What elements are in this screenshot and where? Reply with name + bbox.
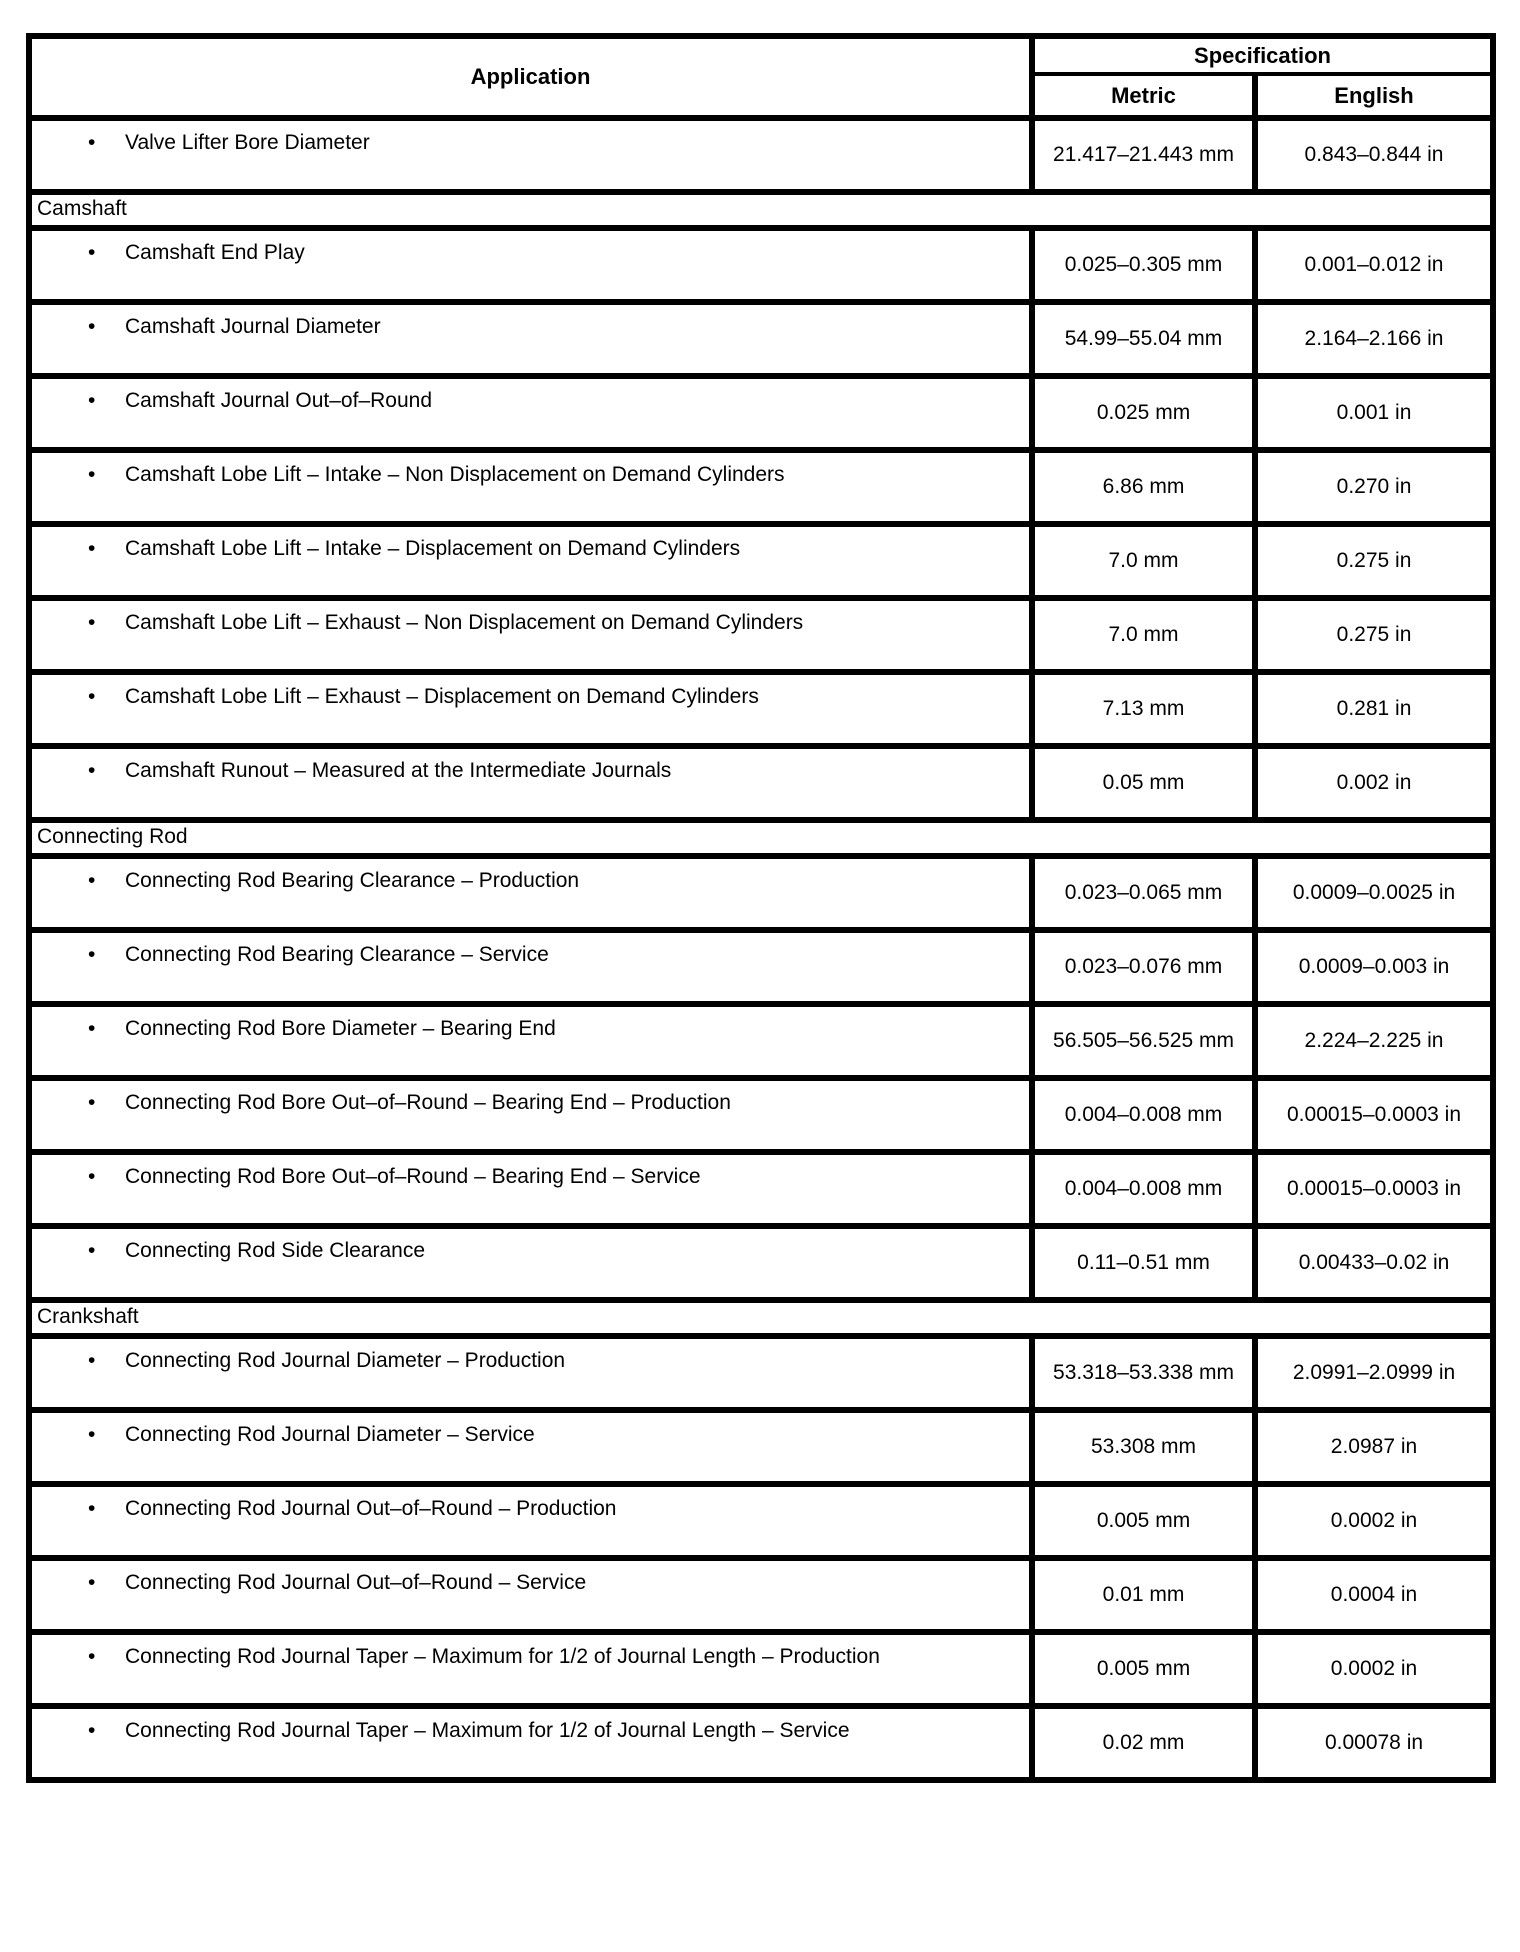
application-cell	[29, 524, 1032, 598]
section-label: Connecting Rod	[29, 820, 1493, 856]
application-cell	[29, 930, 1032, 1004]
table-row	[29, 1410, 1493, 1484]
application-label: Camshaft Lobe Lift – Intake – Displacement on Demand Cylinders	[125, 537, 741, 560]
english-value-cell: 0.270 in	[1255, 450, 1493, 524]
english-value-cell: 0.0009–0.0025 in	[1255, 856, 1493, 930]
metric-value-cell: 0.025 mm	[1032, 376, 1255, 450]
metric-value-cell: 53.308 mm	[1032, 1410, 1255, 1484]
bullet-icon: •	[88, 759, 96, 782]
table-row	[29, 1558, 1493, 1632]
bullet-icon: •	[88, 1017, 96, 1040]
application-cell	[29, 672, 1032, 746]
application-cell	[29, 228, 1032, 302]
application-label: Connecting Rod Journal Diameter – Production	[125, 1349, 566, 1372]
metric-value-cell: 0.005 mm	[1032, 1632, 1255, 1706]
application-label: Connecting Rod Journal Taper – Maximum for 1/2 of Journal Length – Service	[125, 1719, 850, 1742]
table-row	[29, 598, 1493, 672]
application-label: Connecting Rod Bore Diameter – Bearing End	[125, 1017, 556, 1040]
table-row	[29, 118, 1493, 192]
bullet-icon: •	[88, 869, 96, 892]
metric-value-cell: 7.0 mm	[1032, 598, 1255, 672]
section-row	[29, 192, 1493, 228]
bullet-icon: •	[88, 1719, 96, 1742]
section-row	[29, 820, 1493, 856]
metric-value-cell: 54.99–55.04 mm	[1032, 302, 1255, 376]
application-label: Camshaft Lobe Lift – Intake – Non Displacement on Demand Cylinders	[125, 463, 785, 486]
application-cell	[29, 1336, 1032, 1410]
table-row	[29, 1336, 1493, 1410]
bullet-icon: •	[88, 943, 96, 966]
table-row	[29, 376, 1493, 450]
application-label: Camshaft Journal Out–of–Round	[125, 389, 433, 412]
bullet-icon: •	[88, 463, 96, 486]
bullet-icon: •	[88, 1165, 96, 1188]
metric-value-cell: 0.023–0.076 mm	[1032, 930, 1255, 1004]
application-label: Camshaft Runout – Measured at the Intermediate Journals	[125, 759, 672, 782]
application-label: Connecting Rod Bore Out–of–Round – Bearing End – Service	[125, 1165, 701, 1188]
section-label: Camshaft	[29, 192, 1493, 228]
application-label: Connecting Rod Bearing Clearance – Production	[125, 869, 580, 892]
application-cell	[29, 1706, 1032, 1780]
table-row	[29, 1004, 1493, 1078]
english-value-cell: 2.0991–2.0999 in	[1255, 1336, 1493, 1410]
application-cell	[29, 376, 1032, 450]
application-cell	[29, 1152, 1032, 1226]
english-value-cell: 0.843–0.844 in	[1255, 118, 1493, 192]
application-column-header: Application	[29, 36, 1032, 118]
bullet-icon: •	[88, 1645, 96, 1668]
specification-table	[26, 33, 1496, 1783]
table-row	[29, 746, 1493, 820]
metric-value-cell: 0.004–0.008 mm	[1032, 1078, 1255, 1152]
english-value-cell: 0.00015–0.0003 in	[1255, 1152, 1493, 1226]
english-value-cell: 2.0987 in	[1255, 1410, 1493, 1484]
english-value-cell: 0.002 in	[1255, 746, 1493, 820]
application-label: Connecting Rod Bearing Clearance – Service	[125, 943, 549, 966]
metric-value-cell: 53.318–53.338 mm	[1032, 1336, 1255, 1410]
application-label: Connecting Rod Bore Out–of–Round – Bearing End – Production	[125, 1091, 731, 1114]
metric-value-cell: 21.417–21.443 mm	[1032, 118, 1255, 192]
metric-value-cell: 0.05 mm	[1032, 746, 1255, 820]
bullet-icon: •	[88, 131, 96, 154]
application-label: Connecting Rod Side Clearance	[125, 1239, 426, 1262]
bullet-icon: •	[88, 315, 96, 338]
metric-value-cell: 7.0 mm	[1032, 524, 1255, 598]
table-row	[29, 672, 1493, 746]
application-cell	[29, 1410, 1032, 1484]
metric-value-cell: 0.11–0.51 mm	[1032, 1226, 1255, 1300]
english-value-cell: 0.0002 in	[1255, 1632, 1493, 1706]
table-row	[29, 1152, 1493, 1226]
metric-value-cell: 6.86 mm	[1032, 450, 1255, 524]
header-row	[29, 36, 1493, 74]
application-cell	[29, 118, 1032, 192]
application-label: Connecting Rod Journal Taper – Maximum for 1/2 of Journal Length – Production	[125, 1645, 880, 1668]
english-value-cell: 0.001 in	[1255, 376, 1493, 450]
table-row	[29, 1226, 1493, 1300]
table-row	[29, 228, 1493, 302]
english-value-cell: 0.00433–0.02 in	[1255, 1226, 1493, 1300]
english-value-cell: 2.164–2.166 in	[1255, 302, 1493, 376]
english-value-cell: 0.0002 in	[1255, 1484, 1493, 1558]
table-row	[29, 1484, 1493, 1558]
bullet-icon: •	[88, 537, 96, 560]
bullet-icon: •	[88, 1497, 96, 1520]
application-cell	[29, 1484, 1032, 1558]
application-cell	[29, 1226, 1032, 1300]
english-value-cell: 2.224–2.225 in	[1255, 1004, 1493, 1078]
bullet-icon: •	[88, 1349, 96, 1372]
english-value-cell: 0.00015–0.0003 in	[1255, 1078, 1493, 1152]
english-value-cell: 0.001–0.012 in	[1255, 228, 1493, 302]
application-cell	[29, 1078, 1032, 1152]
metric-column-header: Metric	[1032, 74, 1255, 118]
metric-value-cell: 56.505–56.525 mm	[1032, 1004, 1255, 1078]
bullet-icon: •	[88, 389, 96, 412]
metric-value-cell: 0.023–0.065 mm	[1032, 856, 1255, 930]
table-row	[29, 930, 1493, 1004]
table-row	[29, 302, 1493, 376]
metric-value-cell: 0.01 mm	[1032, 1558, 1255, 1632]
application-cell	[29, 1632, 1032, 1706]
application-label: Valve Lifter Bore Diameter	[125, 131, 370, 154]
english-value-cell: 0.0009–0.003 in	[1255, 930, 1493, 1004]
spec-table-body	[29, 118, 1493, 1780]
english-value-cell: 0.275 in	[1255, 598, 1493, 672]
metric-value-cell: 7.13 mm	[1032, 672, 1255, 746]
english-value-cell: 0.00078 in	[1255, 1706, 1493, 1780]
application-label: Connecting Rod Journal Out–of–Round – Service	[125, 1571, 587, 1594]
metric-value-cell: 0.005 mm	[1032, 1484, 1255, 1558]
bullet-icon: •	[88, 1571, 96, 1594]
application-label: Camshaft Journal Diameter	[125, 315, 381, 338]
application-label: Connecting Rod Journal Out–of–Round – Production	[125, 1497, 617, 1520]
table-row	[29, 1706, 1493, 1780]
table-row	[29, 856, 1493, 930]
bullet-icon: •	[88, 1423, 96, 1446]
table-row	[29, 524, 1493, 598]
application-label: Camshaft Lobe Lift – Exhaust – Displacement on Demand Cylinders	[125, 685, 759, 708]
table-row	[29, 1632, 1493, 1706]
table-row	[29, 1078, 1493, 1152]
specification-column-header: Specification	[1032, 36, 1493, 74]
application-label: Camshaft Lobe Lift – Exhaust – Non Displacement on Demand Cylinders	[125, 611, 804, 634]
application-cell	[29, 1558, 1032, 1632]
application-cell	[29, 302, 1032, 376]
bullet-icon: •	[88, 611, 96, 634]
application-cell	[29, 1004, 1032, 1078]
bullet-icon: •	[88, 1239, 96, 1262]
application-label: Camshaft End Play	[125, 241, 305, 264]
metric-value-cell: 0.025–0.305 mm	[1032, 228, 1255, 302]
metric-value-cell: 0.004–0.008 mm	[1032, 1152, 1255, 1226]
table-header	[29, 36, 1493, 118]
bullet-icon: •	[88, 685, 96, 708]
english-value-cell: 0.0004 in	[1255, 1558, 1493, 1632]
bullet-icon: •	[88, 241, 96, 264]
english-value-cell: 0.281 in	[1255, 672, 1493, 746]
section-row	[29, 1300, 1493, 1336]
application-cell	[29, 856, 1032, 930]
metric-value-cell: 0.02 mm	[1032, 1706, 1255, 1780]
english-column-header: English	[1255, 74, 1493, 118]
section-label: Crankshaft	[29, 1300, 1493, 1336]
table-row	[29, 450, 1493, 524]
application-cell	[29, 598, 1032, 672]
english-value-cell: 0.275 in	[1255, 524, 1493, 598]
bullet-icon: •	[88, 1091, 96, 1114]
application-cell	[29, 746, 1032, 820]
application-label: Connecting Rod Journal Diameter – Service	[125, 1423, 535, 1446]
application-cell	[29, 450, 1032, 524]
